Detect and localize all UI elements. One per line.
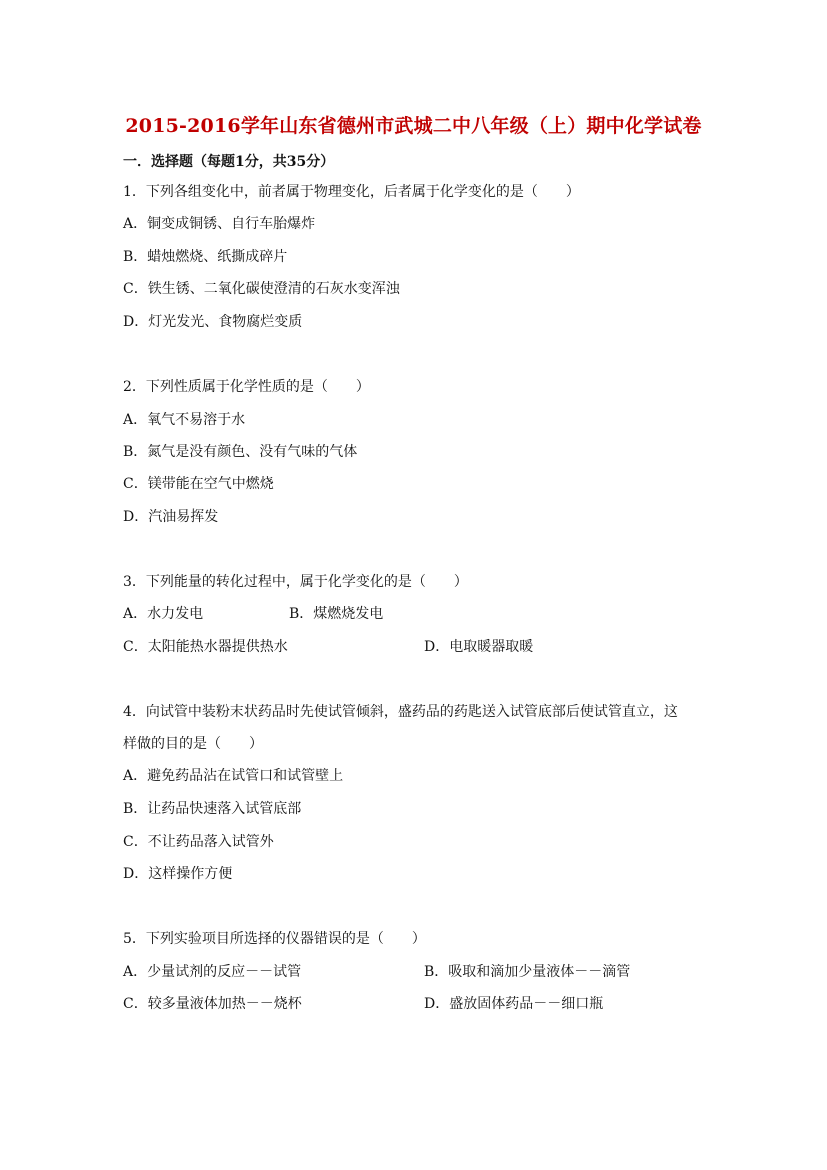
question-5-stem: 5．下列实验项目所选择的仪器错误的是（ ） [123,931,426,947]
question-4-stem: 4．向试管中装粉末状药品时先使试管倾斜，盛药品的药匙送入试管底部后使试管直立，这 [123,704,678,720]
question-4-option-a: A．避免药品沾在试管口和试管壁上 [123,768,344,784]
question-1-stem: 1．下列各组变化中，前者属于物理变化，后者属于化学变化的是（ ） [123,184,580,200]
question-4-option-b: B．让药品快速落入试管底部 [123,801,302,817]
question-3-option-b: B．煤燃烧发电 [289,606,384,622]
question-3-option-a: A．水力发电 [123,606,204,622]
question-4-stem-continued: 样做的目的是（ ） [123,736,263,752]
question-1-option-c: C．铁生锈、二氧化碳使澄清的石灰水变浑浊 [123,281,400,297]
question-1-option-b: B．蜡烛燃烧、纸撕成碎片 [123,249,288,265]
section-heading: 一．选择题（每题1分，共35分） [123,154,335,170]
question-5-option-b: B．吸取和滴加少量液体－－滴管 [424,964,631,980]
page-title: 2015-2016学年山东省德州市武城二中八年级（上）期中化学试卷 [125,115,702,137]
question-3-stem: 3．下列能量的转化过程中，属于化学变化的是（ ） [123,574,468,590]
question-5-option-d: D．盛放固体药品－－细口瓶 [424,996,604,1012]
question-1-option-a: A．铜变成铜锈、自行车胎爆炸 [123,216,316,232]
question-5-option-a: A．少量试剂的反应－－试管 [123,964,302,980]
question-4-option-d: D．这样操作方便 [123,866,233,882]
question-2-option-c: C．镁带能在空气中燃烧 [123,476,274,492]
question-2-stem: 2．下列性质属于化学性质的是（ ） [123,379,370,395]
question-2-option-d: D．汽油易挥发 [123,509,219,525]
question-3-option-d: D．电取暖器取暖 [424,639,534,655]
question-4-option-c: C．不让药品落入试管外 [123,834,274,850]
question-1-option-d: D．灯光发光、食物腐烂变质 [123,314,303,330]
question-2-option-a: A．氧气不易溶于水 [123,412,246,428]
question-3-option-c: C．太阳能热水器提供热水 [123,639,288,655]
question-2-option-b: B．氮气是没有颜色、没有气味的气体 [123,444,358,460]
question-5-option-c: C．较多量液体加热－－烧杯 [123,996,302,1012]
